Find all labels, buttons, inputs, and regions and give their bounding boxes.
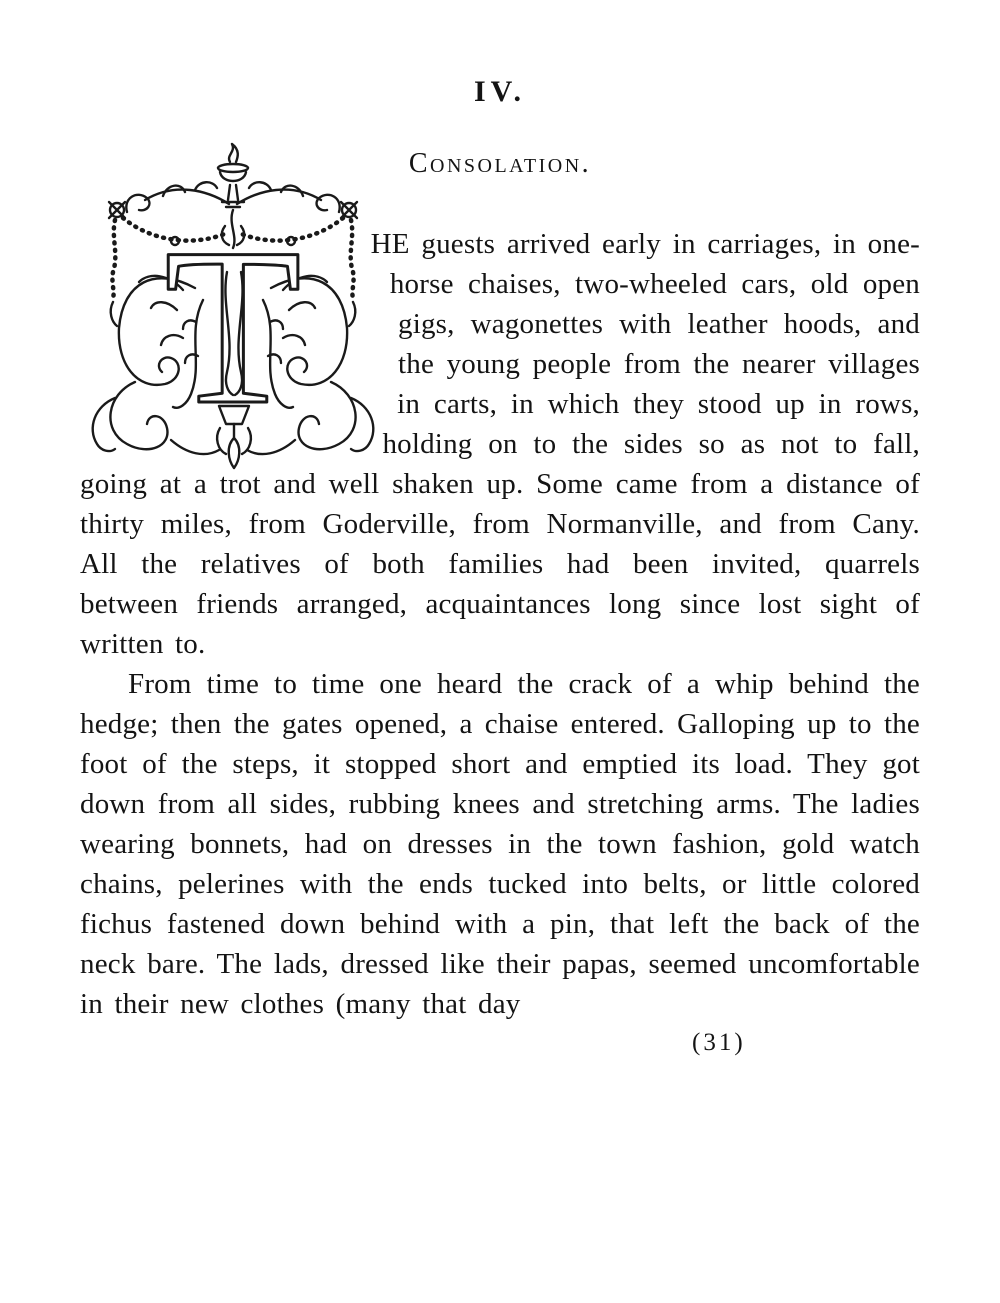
body-text [80,201,920,1024]
chapter-title: Consolation. [408,148,592,179]
paragraph-2: From time to time one heard the crack of a whip behind the hedge; then the gates opened, a chaise entered. Galloping up to the foot of the steps, it stopped short and emptied its load. They got down from all sides, rubbing knees and stretching arms. The ladies wearing bonnets, had on dresses in the town fashion, gold watch chains, pelerines with the ends tucked into belts, or little colored fichus fastened down behind with a pin, that left the back of the neck bare. The lads, dressed like their papas, seemed uncomfortable in their new clothes (many that day [80,668,920,1020]
chapter-number: IV. [474,75,526,108]
engraved-initial-t-icon [78,142,390,472]
paragraph-1: HE guests arrived early in carriages, in one-horse chaises, two-wheeled cars, old open gigs, wagonettes with leather hoods, and the young people from the nearer villages in carts, in which they stood up in rows, holding on to the sides so as not to fall, going at a trot and well shaken up. Some came from a distance of thirty miles, from Goderville, from Normanville, and from Cany. All the relatives of both families had been invited, quarrels between friends arranged, acquaintances long since lost sight of written to. [80,228,920,660]
page-number: (31) [692,1029,746,1056]
initial-letter: T [164,201,302,451]
drop-cap-ornament [80,201,398,464]
